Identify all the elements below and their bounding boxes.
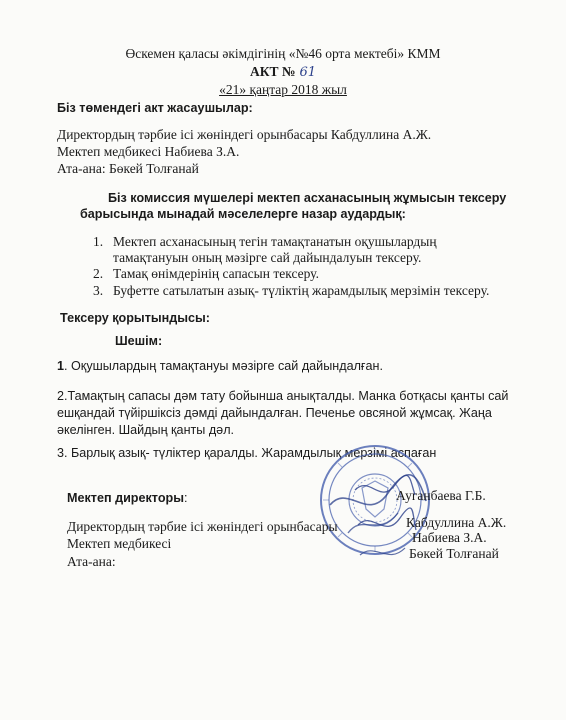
list-item-text: Мектеп асханасының тегін тамақтанатын оқушылардың (113, 234, 437, 249)
result-paragraph: әкелінген. Шайдың қанты дәл. (57, 423, 235, 437)
list-item-text: тамақтануын оның мәзірге сай дайындалуын тексеру. (113, 250, 422, 265)
director-label-colon: : (183, 491, 188, 505)
org-title: Өскемен қаласы әкімдігінің «№46 орта мектебі» КММ (125, 46, 441, 61)
act-label: АКТ № (249, 64, 296, 79)
parent-name: Бөкей Толғанай (409, 546, 499, 561)
nurse-name: Набиева З.А. (412, 530, 487, 545)
result-number: 1 (57, 359, 65, 373)
compiler-line: Директордың тәрбие ісі жөніндегі орынбасары Кабдуллина А.Ж. (57, 127, 432, 142)
commission-line: Біз комиссия мүшелері мектеп асханасының жұмысын тексеру (108, 191, 507, 205)
list-item-text: Буфетте сатылатын азық- түліктің жарамдылық мерзімін тексеру. (113, 283, 490, 298)
list-item-number: 1. (93, 234, 104, 249)
result-paragraph: 3. Барлық азық- түліктер қаралды. Жарамдылық мерзімі аспаған (57, 446, 437, 460)
deputy-label: Директордың тәрбие ісі жөніндегі орынбасары (67, 519, 338, 534)
act-date: «21» қаңтар 2018 жыл (219, 82, 347, 97)
result-paragraph: ешқандай түйіршіксіз дәмді дайындалған. Печенье овсяной жұмсақ. Жаңа (57, 406, 492, 420)
compilers-heading: Біз төмендегі акт жасаушылар: (57, 101, 253, 115)
handwritten-signature (350, 470, 420, 570)
list-item-number: 2. (93, 266, 104, 281)
result-paragraph (57, 359, 383, 373)
deputy-name: Кабдуллина А.Ж. (406, 515, 507, 530)
compiler-line: Мектеп медбикесі Набиева З.А. (57, 144, 240, 159)
list-item-number: 3. (93, 283, 104, 298)
act-number: 61 (299, 65, 317, 80)
result-text: . Оқушылардың тамақтануы мәзірге сай дайындалған. (64, 359, 383, 373)
commission-line: барысында мынадай мәселелерге назар аудардық: (80, 207, 406, 221)
compiler-line: Ата-ана: Бөкей Толғанай (57, 161, 199, 176)
director-label-text: Мектеп директоры (67, 491, 184, 505)
list-item-text: Тамақ өнімдерінің сапасын тексеру. (113, 266, 319, 281)
act-title (0, 63, 566, 81)
result-paragraph: 2.Тамақтың сапасы дәм тату бойынша анықталды. Манка ботқасы қанты сай (57, 389, 509, 403)
director-label (67, 491, 187, 505)
parent-label: Ата-ана: (67, 554, 116, 569)
nurse-label: Мектеп медбикесі (67, 536, 172, 551)
decision-heading: Шешім: (115, 334, 163, 348)
results-heading: Тексеру қорытындысы: (60, 311, 210, 325)
director-name: Ауганбаева Г.Б. (396, 488, 486, 503)
